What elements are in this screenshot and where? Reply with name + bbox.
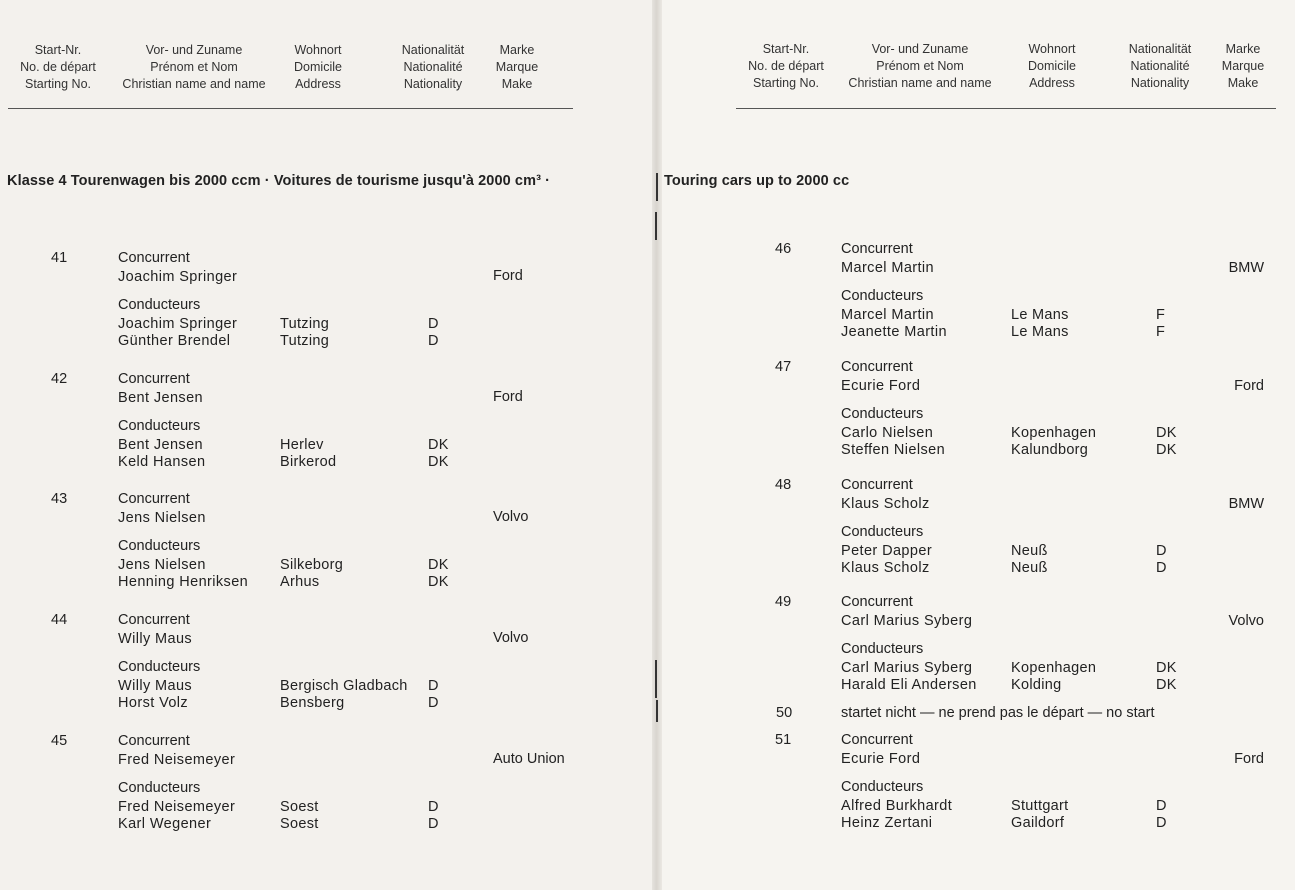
conducteurs-label: Conducteurs <box>841 641 924 657</box>
conducteurs-label: Conducteurs <box>118 780 201 796</box>
class-heading-left: Klasse 4 Tourenwagen bis 2000 ccm · Voitures de tourisme jusqu'à 2000 cm³ · <box>7 173 551 189</box>
driver-nationality: D <box>428 799 439 815</box>
entry-block <box>775 477 1295 576</box>
entry-number: 41 <box>51 250 68 266</box>
concurrent-name: Jens Nielsen <box>118 510 206 526</box>
header-wohnort: Wohnort Domicile Address <box>1028 42 1076 90</box>
driver-address: Kalundborg <box>1011 442 1089 458</box>
driver-name: Peter Dapper <box>841 543 933 559</box>
make-value: Volvo <box>1228 613 1264 629</box>
entry-block <box>775 241 1295 340</box>
entry-number: 44 <box>51 612 68 628</box>
concurrent-label: Concurrent <box>841 732 913 748</box>
driver-nationality: DK <box>428 574 449 590</box>
driver-nationality: DK <box>1156 425 1177 441</box>
conducteurs-label: Conducteurs <box>118 297 201 313</box>
driver-nationality: D <box>1156 560 1167 576</box>
make-value: Volvo <box>493 630 529 646</box>
driver-address: Stuttgart <box>1011 798 1069 814</box>
entry-block <box>775 732 1295 831</box>
driver-nationality: DK <box>1156 660 1177 676</box>
conducteurs-label: Conducteurs <box>118 659 201 675</box>
entry-block <box>775 594 1295 693</box>
conducteurs-label: Conducteurs <box>841 406 924 422</box>
driver-nationality: D <box>428 316 439 332</box>
make-value: Ford <box>493 268 523 284</box>
driver-name: Harald Eli Andersen <box>841 677 977 693</box>
class-heading-right: Touring cars up to 2000 cc <box>664 173 850 189</box>
driver-address: Tutzing <box>280 316 330 332</box>
driver-nationality: DK <box>1156 677 1177 693</box>
driver-address: Birkerod <box>280 454 337 470</box>
driver-nationality: DK <box>428 454 449 470</box>
make-value: Ford <box>493 389 523 405</box>
driver-nationality: D <box>1156 815 1167 831</box>
entry-number: 48 <box>775 477 792 493</box>
conducteurs-label: Conducteurs <box>841 779 924 795</box>
concurrent-label: Concurrent <box>118 612 190 628</box>
driver-address: Kopenhagen <box>1011 660 1097 676</box>
driver-name: Willy Maus <box>118 678 193 694</box>
concurrent-label: Concurrent <box>118 491 190 507</box>
concurrent-name: Ecurie Ford <box>841 751 921 767</box>
driver-name: Steffen Nielsen <box>841 442 946 458</box>
entry-block <box>51 612 563 711</box>
header-start-nr: Start-Nr. No. de départ Starting No. <box>20 43 96 91</box>
make-value: Volvo <box>493 509 529 525</box>
make-value: BMW <box>1228 260 1264 276</box>
concurrent-name: Fred Neisemeyer <box>118 752 236 768</box>
driver-name: Keld Hansen <box>118 454 206 470</box>
concurrent-name: Willy Maus <box>118 631 193 647</box>
no-start-note: startet nicht — ne prend pas le départ — no start <box>841 705 1155 721</box>
driver-address: Bergisch Gladbach <box>280 678 408 694</box>
binding-stitch <box>655 212 657 240</box>
concurrent-name: Ecurie Ford <box>841 378 921 394</box>
concurrent-name: Carl Marius Syberg <box>841 613 973 629</box>
make-value: Auto Union <box>493 751 565 767</box>
driver-nationality: D <box>428 333 439 349</box>
driver-name: Alfred Burkhardt <box>841 798 953 814</box>
entry-block <box>51 250 563 349</box>
conducteurs-label: Conducteurs <box>118 538 201 554</box>
driver-name: Heinz Zertani <box>841 815 933 831</box>
driver-name: Fred Neisemeyer <box>118 799 236 815</box>
driver-name: Karl Wegener <box>118 816 212 832</box>
binding-stitch <box>656 173 658 201</box>
driver-address: Kopenhagen <box>1011 425 1097 441</box>
concurrent-label: Concurrent <box>841 241 913 257</box>
driver-address: Le Mans <box>1011 324 1069 340</box>
driver-nationality: D <box>428 695 439 711</box>
header-rule <box>736 108 1276 109</box>
driver-name: Klaus Scholz <box>841 560 930 576</box>
entry-block <box>51 733 565 832</box>
concurrent-name: Marcel Martin <box>841 260 935 276</box>
header-wohnort: Wohnort Domicile Address <box>294 43 342 91</box>
driver-nationality: D <box>1156 798 1167 814</box>
header-make: Marke Marque Make <box>495 43 539 91</box>
driver-name: Carl Marius Syberg <box>841 660 973 676</box>
entry-number: 49 <box>775 594 792 610</box>
concurrent-label: Concurrent <box>118 733 190 749</box>
driver-nationality: D <box>428 816 439 832</box>
header-start-nr: Start-Nr. No. de départ Starting No. <box>748 42 824 90</box>
entry-number: 46 <box>775 241 792 257</box>
concurrent-label: Concurrent <box>841 477 913 493</box>
header-name: Vor- und Zuname Prénom et Nom Christian name and name <box>122 43 266 91</box>
entry-block <box>775 359 1295 458</box>
driver-name: Joachim Springer <box>118 316 238 332</box>
entry-number: 50 <box>776 705 793 721</box>
header-make: Marke Marque Make <box>1221 42 1265 90</box>
driver-name: Bent Jensen <box>118 437 204 453</box>
concurrent-label: Concurrent <box>841 359 913 375</box>
driver-nationality: DK <box>428 437 449 453</box>
driver-nationality: D <box>1156 543 1167 559</box>
conducteurs-label: Conducteurs <box>118 418 201 434</box>
driver-name: Jens Nielsen <box>118 557 206 573</box>
entry-block <box>51 371 563 470</box>
concurrent-label: Concurrent <box>841 594 913 610</box>
binding-stitch <box>656 700 658 722</box>
driver-name: Marcel Martin <box>841 307 935 323</box>
make-value: BMW <box>1228 496 1264 512</box>
driver-name: Jeanette Martin <box>841 324 947 340</box>
entry-number: 45 <box>51 733 68 749</box>
entry-number: 42 <box>51 371 68 387</box>
driver-nationality: F <box>1156 324 1166 340</box>
make-value: Ford <box>1234 751 1264 767</box>
driver-address: Neuß <box>1011 560 1048 576</box>
book-gutter <box>652 0 662 890</box>
make-value: Ford <box>1234 378 1264 394</box>
driver-address: Soest <box>280 816 319 832</box>
conducteurs-label: Conducteurs <box>841 524 924 540</box>
binding-stitch <box>655 660 657 698</box>
header-name: Vor- und Zuname Prénom et Nom Christian name and name <box>848 42 992 90</box>
driver-address: Herlev <box>280 437 324 453</box>
concurrent-label: Concurrent <box>118 371 190 387</box>
driver-name: Horst Volz <box>118 695 189 711</box>
entry-number: 47 <box>775 359 792 375</box>
driver-nationality: D <box>428 678 439 694</box>
header-nationality: Nationalität Nationalité Nationality <box>401 43 465 91</box>
entry-block <box>51 491 563 590</box>
driver-address: Le Mans <box>1011 307 1069 323</box>
concurrent-name: Klaus Scholz <box>841 496 930 512</box>
driver-nationality: F <box>1156 307 1166 323</box>
header-nationality: Nationalität Nationalité Nationality <box>1128 42 1192 90</box>
driver-address: Soest <box>280 799 319 815</box>
driver-address: Kolding <box>1011 677 1062 693</box>
driver-name: Carlo Nielsen <box>841 425 934 441</box>
header-rule <box>8 108 573 109</box>
concurrent-name: Joachim Springer <box>118 269 238 285</box>
conducteurs-label: Conducteurs <box>841 288 924 304</box>
driver-address: Neuß <box>1011 543 1048 559</box>
concurrent-name: Bent Jensen <box>118 390 204 406</box>
driver-nationality: DK <box>1156 442 1177 458</box>
driver-address: Gaildorf <box>1011 815 1065 831</box>
driver-address: Tutzing <box>280 333 330 349</box>
driver-nationality: DK <box>428 557 449 573</box>
concurrent-label: Concurrent <box>118 250 190 266</box>
entry-number: 43 <box>51 491 68 507</box>
driver-name: Günther Brendel <box>118 333 231 349</box>
driver-address: Arhus <box>280 574 320 590</box>
entry-number: 51 <box>775 732 792 748</box>
driver-name: Henning Henriksen <box>118 574 249 590</box>
driver-address: Silkeborg <box>280 557 344 573</box>
driver-address: Bensberg <box>280 695 345 711</box>
